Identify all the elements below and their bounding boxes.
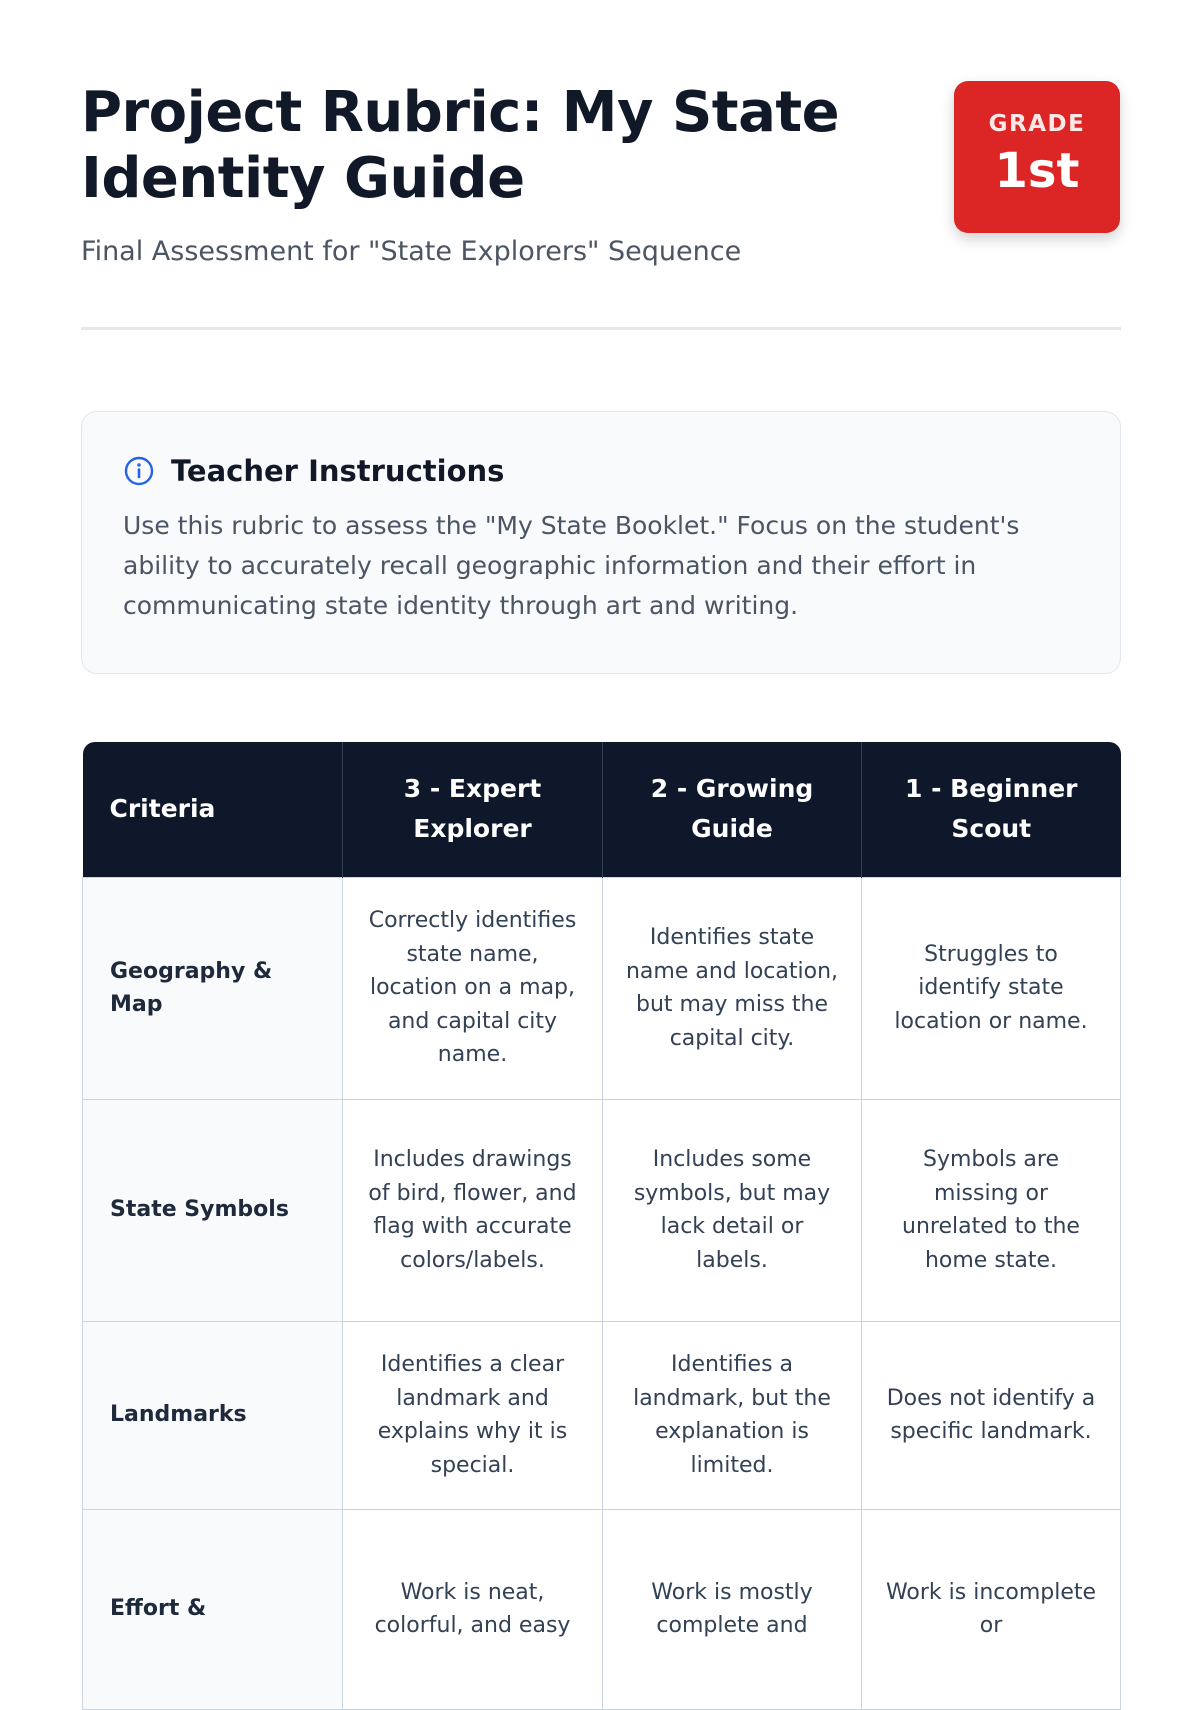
- teacher-instructions-card: [81, 411, 1121, 674]
- criteria-cell: Landmarks: [83, 1321, 343, 1509]
- expert-cell: Identifies a clear landmark and explains why it is special.: [343, 1321, 603, 1509]
- beginner-cell: Struggles to identify state location or name.: [862, 877, 1121, 1099]
- table-row: [83, 1509, 1121, 1709]
- page-subtitle: Final Assessment for "State Explorers" Sequence: [81, 236, 742, 267]
- growing-cell: Includes some symbols, but may lack detail or labels.: [603, 1099, 862, 1321]
- grade-badge: [954, 81, 1120, 233]
- info-icon: [123, 455, 155, 487]
- expert-cell: Includes drawings of bird, flower, and flag with accurate colors/labels.: [343, 1099, 603, 1321]
- criteria-cell: Geography & Map: [83, 877, 343, 1099]
- grade-label: GRADE: [988, 111, 1086, 137]
- beginner-cell: Does not identify a specific landmark.: [862, 1321, 1121, 1509]
- expert-cell: Work is neat, colorful, and easy: [343, 1509, 603, 1709]
- header-expert: 3 - Expert Explorer: [343, 742, 603, 877]
- header-divider: [81, 327, 1121, 330]
- growing-cell: Identifies a landmark, but the explanation is limited.: [603, 1321, 862, 1509]
- table-row: [83, 877, 1121, 1099]
- growing-cell: Identifies state name and location, but may miss the capital city.: [603, 877, 862, 1099]
- criteria-cell: Effort &: [83, 1509, 343, 1709]
- table-row: [83, 1099, 1121, 1321]
- table-row: [83, 1321, 1121, 1509]
- beginner-cell: Symbols are missing or unrelated to the home state.: [862, 1099, 1121, 1321]
- growing-cell: Work is mostly complete and: [603, 1509, 862, 1709]
- rubric-header-row: [83, 742, 1121, 877]
- header-beginner: 1 - Beginner Scout: [862, 742, 1121, 877]
- instructions-header: [123, 454, 1080, 488]
- page-title: Project Rubric: My State Identity Guide: [81, 80, 840, 211]
- grade-value: 1st: [994, 143, 1080, 199]
- instructions-title: Teacher Instructions: [171, 454, 505, 488]
- criteria-cell: State Symbols: [83, 1099, 343, 1321]
- header-growing: 2 - Growing Guide: [603, 742, 862, 877]
- instructions-body: Use this rubric to assess the "My State Booklet." Focus on the student's ability to accurately recall geographic information and their effort in communicating state identity through art and writing.: [123, 511, 1020, 620]
- expert-cell: Correctly identifies state name, location on a map, and capital city name.: [343, 877, 603, 1099]
- beginner-cell: Work is incomplete or: [862, 1509, 1121, 1709]
- rubric-table: [82, 742, 1121, 1710]
- header-criteria: Criteria: [83, 742, 343, 877]
